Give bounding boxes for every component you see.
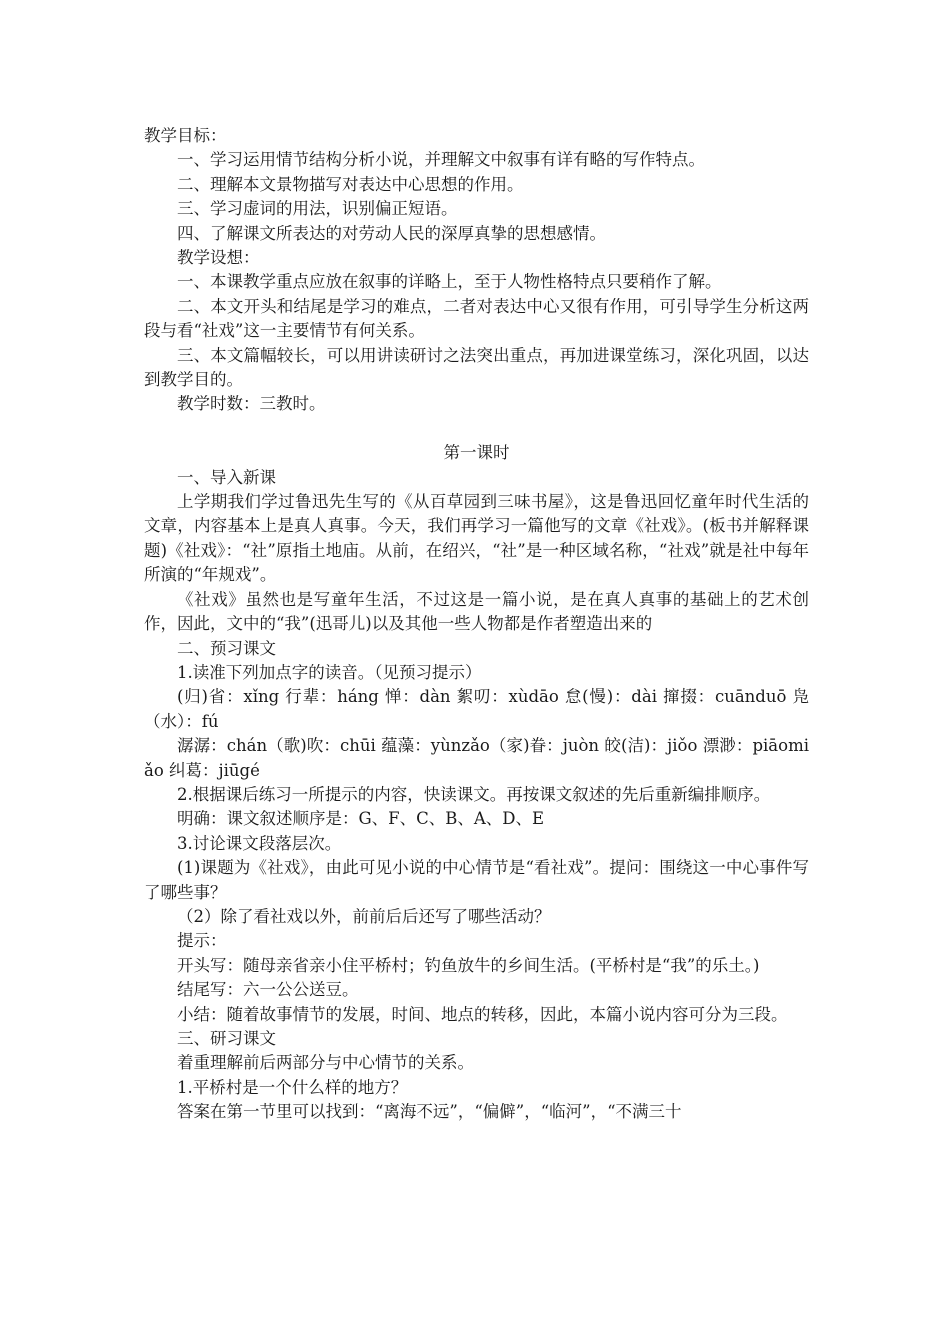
- preview-item-3: 3.讨论课文段落层次。: [177, 833, 342, 853]
- pronunciation-list-1: (归)省：xǐng 行辈：háng 惮：dàn 絮叨：xùdāo 怠(慢)：dài 撺掇：cuānduō 凫（水）：fú: [144, 687, 809, 731]
- discussion-q1: (1)课题为《社戏》，由此可见小说的中心情节是“看社戏”。提问：围绕这一中心事件写了哪些事？: [144, 858, 809, 902]
- answer-order: 明确：课文叙述顺序是：G、F、C、B、A、D、E: [177, 809, 545, 829]
- document-page: [144, 124, 809, 1125]
- study-focus: 着重理解前后两部分与中心情节的关系。: [177, 1053, 474, 1073]
- section-heading-teaching-goals: 教学目标：: [144, 126, 227, 145]
- hint-label: 提示：: [177, 931, 227, 951]
- plan-item-1: 一、本课教学重点应放在叙事的详略上，至于人物性格特点只要稍作了解。: [177, 272, 722, 292]
- intro-paragraph-1: 上学期我们学过鲁迅先生写的《从百草园到三味书屋》，这是鲁迅回忆童年时代生活的文章，内容基本上是真人真事。今天，我们再学习一篇他写的文章《社戏》。(板书并解释课题)《社戏》：“社”原指土地庙。从前，在绍兴，“社”是一种区域名称，“社戏”就是社中每年所演的“年规戏”。: [144, 492, 809, 585]
- goal-item-3: 三、学习虚词的用法，识别偏正短语。: [177, 199, 458, 219]
- hint-opening: 开头写：随母亲省亲小住平桥村；钓鱼放牛的乡间生活。(平桥村是“我”的乐土。): [177, 955, 760, 975]
- hint-ending: 结尾写：六一公公送豆。: [177, 980, 359, 1000]
- goal-item-2: 二、理解本文景物描写对表达中心思想的作用。: [177, 174, 524, 194]
- heading-preview: 二、预习课文: [177, 638, 276, 658]
- summary: 小结：随着故事情节的发展，时间、地点的转移，因此，本篇小说内容可分为三段。: [177, 1004, 788, 1024]
- pronunciation-list-2: 潺潺：chán（歌)吹：chūi 蕴藻：yùnzǎo（家)眷：juòn 皎(洁)：jiǒo 漂渺：piāomiǎo 纠葛：jiūgé: [144, 736, 809, 780]
- lesson-title: 第一课时: [443, 443, 510, 463]
- blank-line: [144, 417, 809, 441]
- study-a1: 答案在第一节里可以找到：“离海不远”，“偏僻”，“临河”，“不满三十: [177, 1102, 682, 1122]
- preview-item-1: 1.读准下列加点字的读音。（见预习提示）: [177, 662, 482, 682]
- discussion-q2: （2）除了看社戏以外，前前后后还写了哪些活动？: [177, 906, 551, 926]
- study-q1: 1.平桥村是一个什么样的地方？: [177, 1077, 408, 1097]
- heading-study: 三、研习课文: [177, 1029, 276, 1049]
- teaching-hours: 教学时数：三教时。: [177, 394, 326, 414]
- intro-paragraph-2: 《社戏》虽然也是写童年生活，不过这是一篇小说，是在真人真事的基础上的艺术创作，因此，文中的“我”(迅哥儿)以及其他一些人物都是作者塑造出来的: [144, 589, 809, 634]
- heading-intro: 一、导入新课: [177, 467, 276, 487]
- section-heading-teaching-plan: 教学设想：: [177, 248, 260, 268]
- plan-item-2: 二、本文开头和结尾是学习的难点，二者对表达中心又很有作用，可引导学生分析这两段与看“社戏”这一主要情节有何关系。: [144, 296, 809, 341]
- goal-item-4: 四、了解课文所表达的对劳动人民的深厚真挚的思想感情。: [177, 223, 606, 243]
- goal-item-1: 一、学习运用情节结构分析小说，并理解文中叙事有详有略的写作特点。: [177, 150, 705, 170]
- plan-item-3: 三、本文篇幅较长，可以用讲读研讨之法突出重点，再加进课堂练习，深化巩固，以达到教学目的。: [144, 345, 809, 390]
- preview-item-2: 2.根据课后练习一所提示的内容，快读课文。再按课文叙述的先后重新编排顺序。: [177, 784, 771, 804]
